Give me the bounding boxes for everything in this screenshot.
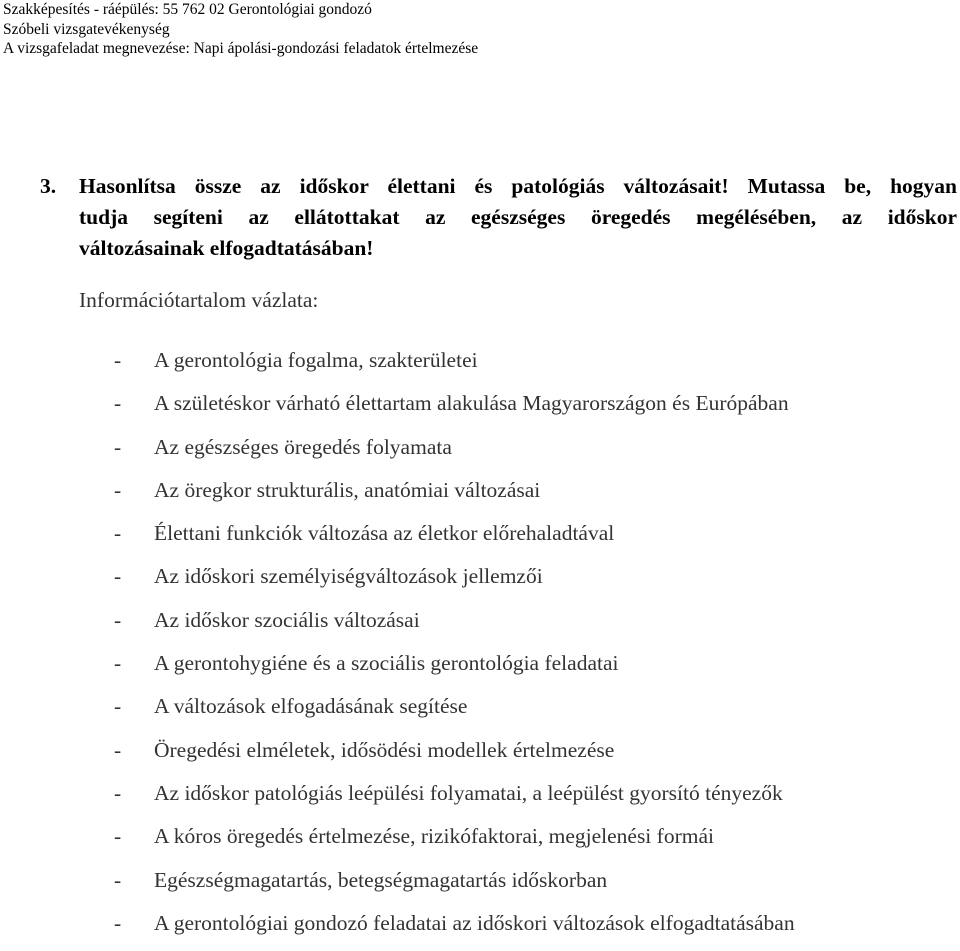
outline-item-dash: - — [114, 737, 122, 762]
outline-item-dash: - — [114, 780, 122, 805]
header-task-name: A vizsgafeladat megnevezése: Napi ápolási-gondozási feladatok értelmezése — [3, 40, 479, 57]
outline-item-text: A születéskor várható élettartam alakulása Magyarországon és Európában — [154, 391, 789, 416]
outline-item — [114, 605, 795, 648]
task-line-1 — [40, 171, 957, 202]
outline-item-dash: - — [114, 434, 122, 459]
outline-item-text: A gerontohygiéne és a szociális gerontológia feladatai — [154, 651, 619, 676]
outline-item — [114, 432, 795, 475]
outline-item-text: Élettani funkciók változása az életkor előrehaladtával — [154, 521, 615, 546]
outline-item-dash: - — [114, 651, 122, 676]
outline-item-dash: - — [114, 910, 122, 935]
outline-item-dash: - — [114, 391, 122, 416]
header-exam-activity: Szóbeli vizsgatevékenység — [3, 20, 170, 38]
task-line-3 — [40, 233, 957, 264]
outline-item-dash: - — [114, 694, 122, 719]
outline-item-dash: - — [114, 564, 122, 589]
outline-item — [114, 865, 795, 908]
outline-item-text: Az időskor patológiás leépülési folyamatai, a leépülést gyorsító tényezők — [154, 780, 783, 805]
outline-item — [114, 691, 795, 734]
outline-item — [114, 648, 795, 691]
outline-item — [114, 908, 795, 951]
outline-item — [114, 821, 795, 864]
task-number: 3. — [40, 174, 57, 198]
outline-item — [114, 778, 795, 821]
outline-item-dash: - — [114, 348, 122, 372]
outline-item — [114, 561, 795, 604]
outline-item-text: Az egészséges öregedés folyamata — [154, 434, 452, 459]
task-text-line-2: tudja segíteni az ellátottakat az egészséges öregedés megélésében, az időskor — [79, 205, 957, 229]
outline-item — [114, 388, 795, 431]
task-line-2 — [40, 202, 957, 233]
outline-item — [114, 735, 795, 778]
outline-item-text: Egészségmagatartás, betegségmagatartás időskorban — [154, 867, 608, 892]
outline-title: Információtartalom vázlata: — [79, 288, 319, 312]
outline-item-text: A gerontológia fogalma, szakterületei — [154, 348, 478, 372]
task-text-line-3: változásainak elfogadtatásában! — [79, 236, 374, 260]
outline-item-text: A gerontológiai gondozó feladatai az időskori változások elfogadtatásában — [154, 910, 795, 935]
outline-item-dash: - — [114, 477, 122, 502]
outline-item-dash: - — [114, 607, 122, 632]
header-qualification: Szakképesítés - ráépülés: 55 762 02 Gerontológiai gondozó — [3, 1, 372, 18]
task-text-line-1: Hasonlítsa össze az időskor élettani és patológiás változásait! Mutassa be, hogyan — [79, 174, 957, 198]
outline-item-dash: - — [114, 521, 122, 546]
outline-item-text: A változások elfogadásának segítése — [154, 694, 468, 719]
outline-item-text: Az időskori személyiségváltozások jellemzői — [154, 564, 543, 589]
outline-item-text: Az időskor szociális változásai — [154, 607, 420, 632]
outline-item-dash: - — [114, 824, 122, 849]
outline-item-text: Öregedési elméletek, idősödési modellek értelmezése — [154, 737, 615, 762]
outline-item-text: Az öregkor strukturális, anatómiai változásai — [154, 477, 541, 502]
outline-item — [114, 345, 795, 388]
outline-item-text: A kóros öregedés értelmezése, rizikófaktorai, megjelenési formái — [154, 824, 714, 849]
document-header — [3, 0, 478, 59]
outline-item — [114, 475, 795, 518]
outline-item-dash: - — [114, 867, 122, 892]
task-statement — [40, 171, 957, 264]
outline-list — [114, 345, 795, 951]
outline-item — [114, 518, 795, 561]
